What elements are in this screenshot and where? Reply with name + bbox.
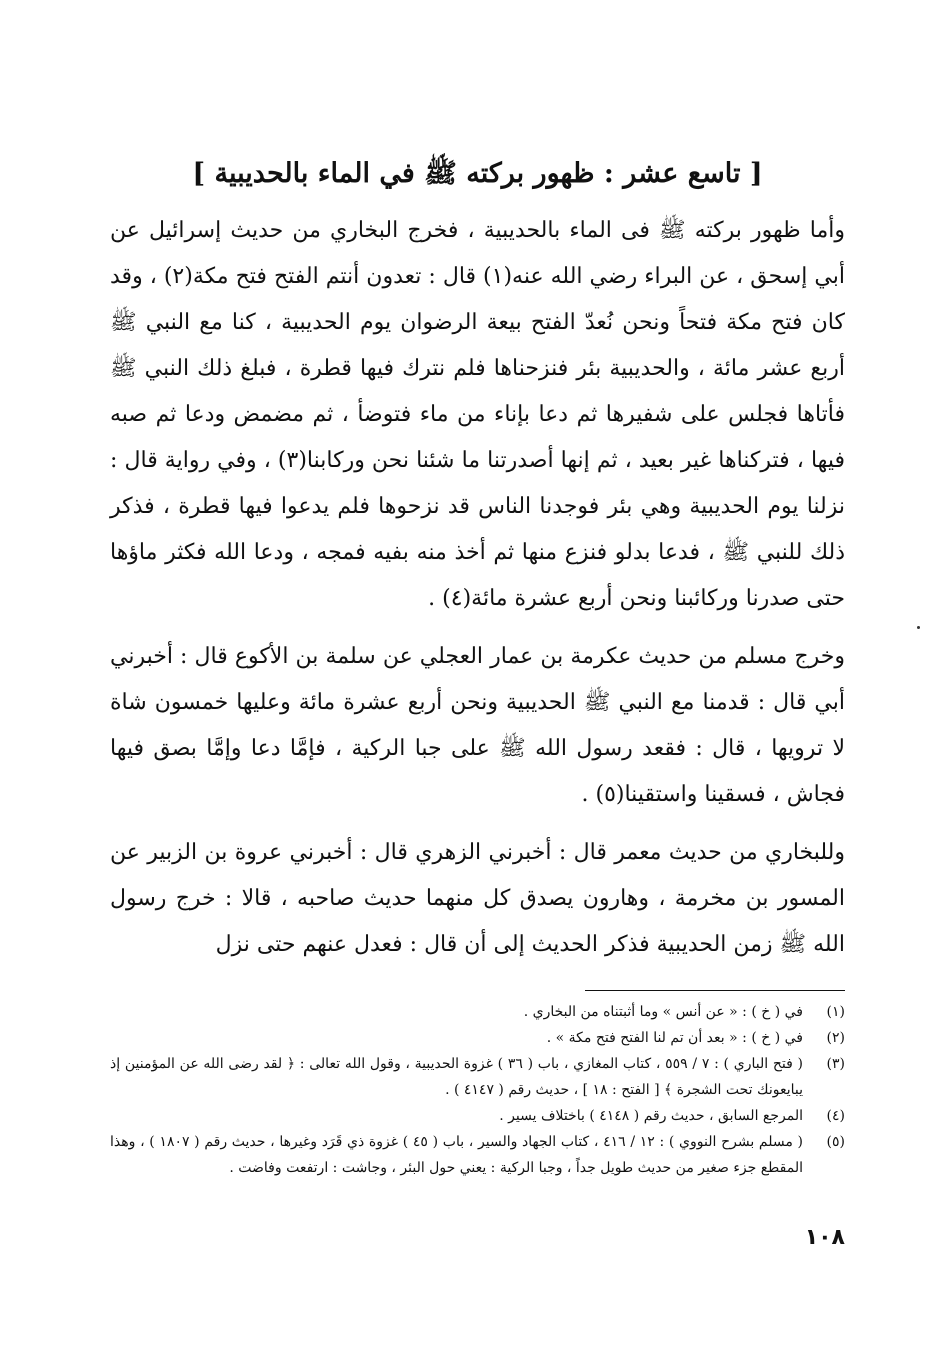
footnote-separator xyxy=(585,990,845,991)
footnote-1 xyxy=(110,999,845,1025)
paragraph-2: وخرج مسلم من حديث عكرمة بن عمار العجلي عن سلمة بن الأكوع قال : أخبرني أبي قال : قدمنا مع النبي ﷺ الحديبية ونحن أربع عشرة مائة وعليها خمسون شاة لا ترويها ، قال : فقعد رسول الله ﷺ على جبا الركية ، فإمَّا دعا وإمَّا بصق فيها فجاش ، فسقينا واستقينا(٥) . xyxy=(110,644,845,807)
page-body xyxy=(110,150,845,1181)
footnote-number: (٥) xyxy=(826,1134,845,1150)
section-heading: [ تاسع عشر : ظهور بركته ﷺ في الماء بالحديبية ] xyxy=(192,158,763,189)
page-number: ١٠٨ xyxy=(804,1225,845,1250)
footnote-5 xyxy=(110,1129,845,1181)
footnotes xyxy=(110,999,845,1181)
footnote-text: ( فتح الباري ) : ٧ / ٥٥٩ ، كتاب المغازي ، باب ( ٣٦ ) غزوة الحديبية ، وقول الله تعالى : ﴿ لقد رضى الله عن المؤمنين إذ يبايعونك تحت الشجرة ﴾ [ الفتح : ١٨ ] ، حديث رقم ( ٤١٤٧ ) . xyxy=(110,1056,803,1098)
footnote-3 xyxy=(110,1051,845,1103)
footnote-number: (٣) xyxy=(826,1056,845,1072)
footnote-text: في ( خ ) : « بعد أن تم لنا الفتح فتح مكة » . xyxy=(546,1030,803,1046)
footnote-text: ( مسلم بشرح النووي ) : ١٢ / ٤١٦ ، كتاب الجهاد والسير ، باب ( ٤٥ ) غزوة ذي قَرَد وغيرها ، حديث رقم ( ١٨٠٧ ) ، وهذا المقطع جزء صغير من حديث طويل جداً ، وجبا الركية : يعني حول البئر ، وجاشت : ارتفعت وفاضت . xyxy=(110,1134,803,1176)
paragraph-3: وللبخاري من حديث معمر قال : أخبرني الزهري قال : أخبرني عروة بن الزبير عن المسور بن مخرمة ، وهارون يصدق كل منهما حديث صاحبه ، قالا : خرج رسول الله ﷺ زمن الحديبية فذكر الحديث إلى أن قال : فعدل عنهم حتى نزل xyxy=(110,840,845,957)
paragraph-1: وأما ظهور بركته ﷺ فى الماء بالحديبية ، فخرج البخاري من حديث إسرائيل عن أبي إسحق ، عن البراء رضي الله عنه(١) قال : تعدون أنتم الفتح فتح مكة(٢) ، وقد كان فتح مكة فتحاً ونحن نُعدّ الفتح بيعة الرضوان يوم الحديبية ، كنا مع النبي ﷺ أربع عشر مائة ، والحديبية بئر فنزحناها فلم نترك فيها قطرة ، فبلغ ذلك النبي ﷺ فأتاها فجلس على شفيرها ثم دعا بإناء من ماء فتوضأ ، ثم مضمض ودعا ثم صبه فيها ، فتركناها غير بعيد ، ثم إنها أصدرتنا ما شئنا نحن وركابنا(٣) ، وفي رواية قال : نزلنا يوم الحديبية وهي بئر فوجدنا الناس قد نزحوها فلم يدعوا فيها قطرة ، فذكر ذلك للنبي ﷺ ، فدعا بدلو فنزع منها ثم أخذ منه بفيه فمجه ، ودعا الله فكثر ماؤها حتى صدرنا وركائبنا ونحن أربع عشرة مائة(٤) . xyxy=(110,218,845,611)
footnote-number: (٢) xyxy=(826,1030,845,1046)
footnote-text: في ( خ ) : « عن أنس » وما أثبتناه من البخاري . xyxy=(523,1004,803,1020)
scan-speck xyxy=(917,626,920,629)
footnote-text: المرجع السابق ، حديث رقم ( ٤١٤٨ ) باختلاف يسير . xyxy=(499,1108,803,1124)
footnote-number: (١) xyxy=(826,1004,845,1020)
footnote-2 xyxy=(110,1025,845,1051)
footnote-number: (٤) xyxy=(826,1108,845,1124)
footnote-4 xyxy=(110,1103,845,1129)
